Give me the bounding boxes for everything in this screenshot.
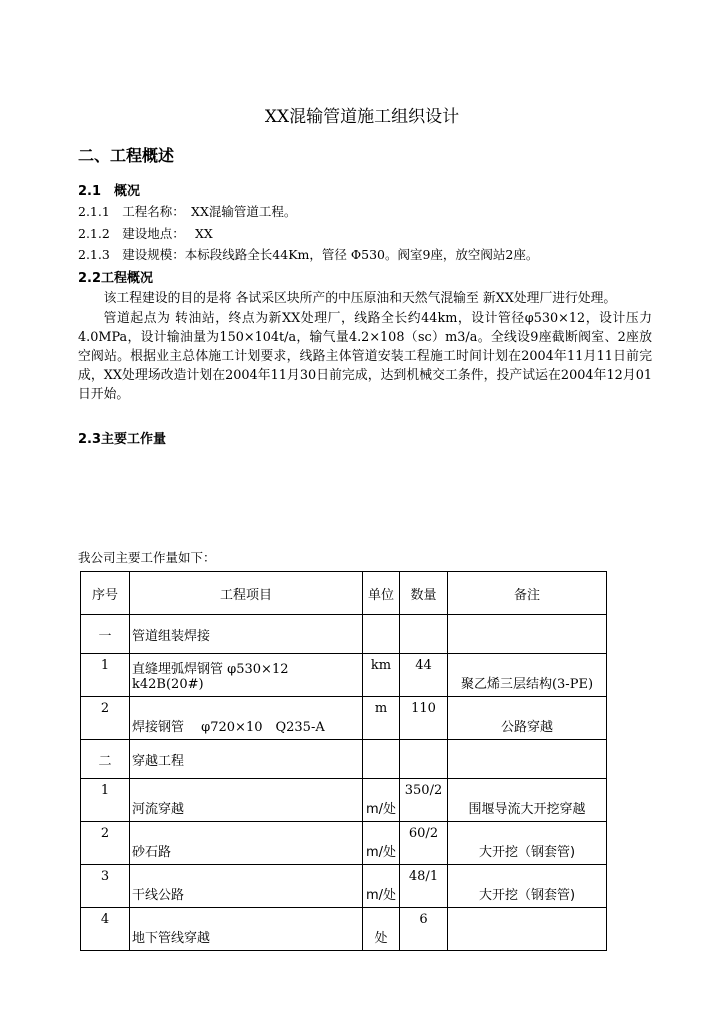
table-row [81, 822, 607, 865]
row-no: 二 [81, 740, 130, 779]
workload-table [80, 571, 607, 951]
row-item: 砂石路 [130, 822, 363, 865]
row-item: 河流穿越 [130, 779, 363, 822]
row-unit: m [363, 697, 400, 740]
header-qty: 数量 [400, 572, 448, 615]
purpose-paragraph: 该工程建设的目的是将 各试采区块所产的中压原油和天然气混输至 新XX处理厂进行处理。 [103, 291, 617, 306]
table-row [81, 697, 607, 740]
row-note: 大开挖（钢套管) [448, 865, 607, 908]
header-note: 备注 [448, 572, 607, 615]
row-item: 直缝埋弧焊钢管 φ530×12 k42B(20#) [130, 654, 363, 697]
row-qty: 48/1 [400, 865, 448, 908]
row-unit [363, 615, 400, 654]
row-qty: 60/2 [400, 822, 448, 865]
row-item: 干线公路 [130, 865, 363, 908]
row-qty [400, 740, 448, 779]
row-qty: 44 [400, 654, 448, 697]
row-no: 3 [81, 865, 130, 908]
row-note: 大开挖（钢套管) [448, 822, 607, 865]
table-row [81, 654, 607, 697]
details-paragraph: 管道起点为 转油站，终点为新XX处理厂，线路全长约44km，设计管径φ530×12，设计压力4.0MPa，设计输油量为150×104t/a，输气量4.2×108（sc）m3/a。全线设9座截断阀室、2座放空阀站。根据业主总体施工计划要求，线路主体管道安装工程施工时间计划在2004年11月11日前完成，XX处理场改造计划在2004年11月30日前完成，达到机械交工条件，投产试运在2004年12月01日开始。 [78, 311, 652, 402]
project-name-line: 2.1.1 工程名称： XX混输管道工程。 [78, 204, 297, 219]
heading-2-2: 2.2工程概况 [78, 271, 154, 286]
table-row [81, 779, 607, 822]
header-unit: 单位 [363, 572, 400, 615]
row-note [448, 740, 607, 779]
row-qty: 110 [400, 697, 448, 740]
header-item: 工程项目 [130, 572, 363, 615]
row-item: 焊接钢管 φ720×10 Q235-A [130, 697, 363, 740]
row-item: 地下管线穿越 [130, 908, 363, 951]
table-row [81, 615, 607, 654]
workload-intro: 我公司主要工作量如下： [78, 550, 216, 565]
row-unit: 处 [363, 908, 400, 951]
row-no: 1 [81, 654, 130, 697]
row-note: 公路穿越 [448, 697, 607, 740]
table-row [81, 740, 607, 779]
row-unit: km [363, 654, 400, 697]
document-title: XX混输管道施工组织设计 [264, 107, 460, 127]
row-no: 一 [81, 615, 130, 654]
row-note: 围堰导流大开挖穿越 [448, 779, 607, 822]
row-no: 4 [81, 908, 130, 951]
row-unit: m/处 [363, 779, 400, 822]
row-unit [363, 740, 400, 779]
section-heading-overview: 二、工程概述 [78, 146, 175, 165]
row-note [448, 615, 607, 654]
row-no: 2 [81, 697, 130, 740]
location-line: 2.1.2 建设地点： XX [78, 226, 213, 241]
row-note [448, 908, 607, 951]
row-item: 穿越工程 [130, 740, 363, 779]
table-row [81, 865, 607, 908]
row-unit: m/处 [363, 865, 400, 908]
row-qty [400, 615, 448, 654]
row-item: 管道组装焊接 [130, 615, 363, 654]
row-qty: 6 [400, 908, 448, 951]
overview-paragraphs [78, 289, 652, 404]
heading-2-3: 2.3主要工作量 [78, 432, 167, 447]
table-row [81, 908, 607, 951]
row-qty: 350/2 [400, 779, 448, 822]
row-no: 1 [81, 779, 130, 822]
row-no: 2 [81, 822, 130, 865]
header-no: 序号 [81, 572, 130, 615]
scale-line: 2.1.3 建设规模：本标段线路全长44Km，管径 Φ530。阀室9座，放空阀站2座。 [78, 247, 539, 262]
table-header-row [81, 572, 607, 615]
row-unit: m/处 [363, 822, 400, 865]
heading-2-1: 2.1 概况 [78, 184, 141, 199]
row-note: 聚乙烯三层结构(3-PE) [448, 654, 607, 697]
